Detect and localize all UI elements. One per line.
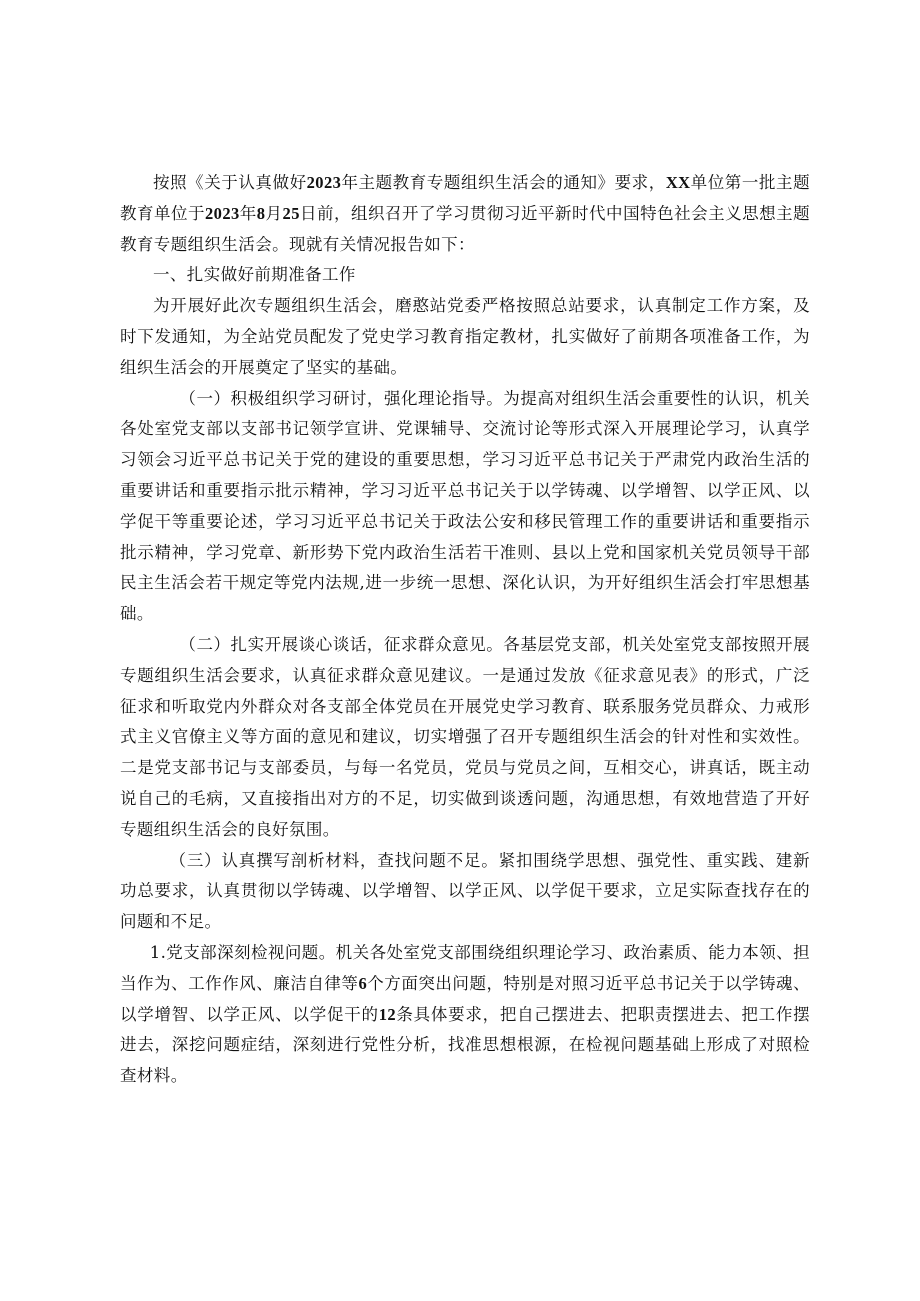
intro-text: 年 — [239, 203, 257, 223]
intro-month: 8 — [256, 203, 266, 223]
section-heading-1: 一、扎实做好前期准备工作 — [153, 265, 356, 285]
item-1-paragraph — [120, 938, 810, 1092]
item-text: 1.党支部深刻检视问题。机关各处室党支部围绕组织理论学习、政治素质、能力本领、担当作为、工作作风、廉洁自律等 — [120, 942, 810, 993]
intro-year: 2023 — [306, 173, 342, 192]
subsection-1-paragraph: （一）积极组织学习研讨，强化理论指导。为提高对组织生活会重要性的认识，机关各处室党支部以支部书记领学宣讲、党课辅导、交流讨论等形式深入开展理论学习，认真学习领会习近平总书记关于党的建设的重要思想，学习习近平总书记关于严肃党内政治生活的重要讲话和重要指示批示精神，学习习近平总书记关于以学铸魂、以学增智、以学正风、以学促干等重要论述，学习习近平总书记关于政法公安和移民管理工作的重要讲话和重要指示批示精神，学习党章、新形势下党内政治生活若干准则、县以上党和国家机关党员领导干部民主生活会若干规定等党内法规,进一步统一思想、深化认识，为开好组织生活会打牢思想基础。 — [120, 388, 810, 624]
section-1-paragraph: 为开展好此次专题组织生活会，磨憨站党委严格按照总站要求，认真制定工作方案，及时下发通知，为全站党员配发了党史学习教育指定教材，扎实做好了前期各项准备工作，为组织生活会的开展奠定了坚实的基础。 — [120, 296, 810, 377]
document-body — [120, 168, 810, 1092]
intro-text: 月 — [265, 203, 283, 223]
subsection-3-paragraph: （三）认真撰写剖析材料，查找问题不足。紧扣围绕学思想、强党性、重实践、建新功总要求，认真贯彻以学铸魂、以学增智、以学正风、以学促干要求，立足实际查找存在的问题和不足。 — [120, 850, 810, 932]
subsection-2-paragraph: （二）扎实开展谈心谈话，征求群众意见。各基层党支部，机关处室党支部按照开展专题组织生活会要求，认真征求群众意见建议。一是通过发放《征求意见表》的形式，广泛征求和听取党内外群众对各支部全体党员在开展党史学习教育、联系服务党员群众、力戒形式主义官僚主义等方面的意见和建议，切实增强了召开专题组织生活会的针对性和实效性。二是党支部书记与支部委员，与每一名党员，党员与党员之间，互相交心，讲真话，既主动说自己的毛病，又直接指出对方的不足，切实做到谈透问题，沟通思想，有效地营造了开好专题组织生活会的良好氛围。 — [120, 634, 810, 839]
intro-text: 年主题教育专题组织生活会的通知》要求， — [341, 173, 666, 192]
intro-year: 2023 — [205, 203, 240, 223]
intro-day: 25 — [282, 203, 300, 223]
item-text: 个方面突出问题，特别是对照习近平总书记关于以学铸魂、以学增智、以学正风、以学促干的 — [120, 973, 810, 1024]
intro-text: 按照《关于认真做好 — [153, 173, 307, 192]
intro-text: 单位第一批主题教育单位于 — [120, 173, 810, 223]
intro-paragraph — [120, 168, 810, 260]
item-text: 条具体要求，把自己摆进去、把职责摆进去、把工作摆进去，深挖问题症结，深刻进行党性分析，找准思想根源，在检视问题基础上形成了对照检查材料。 — [120, 1004, 811, 1086]
item-number: 6 — [358, 973, 368, 993]
intro-unit: XX — [665, 173, 691, 192]
item-number: 12 — [378, 1004, 397, 1024]
intro-text: 日前，组织召开了学习贯彻习近平新时代中国特色社会主义思想主题教育专题组织生活会。现就有关情况报告如下： — [120, 203, 811, 254]
